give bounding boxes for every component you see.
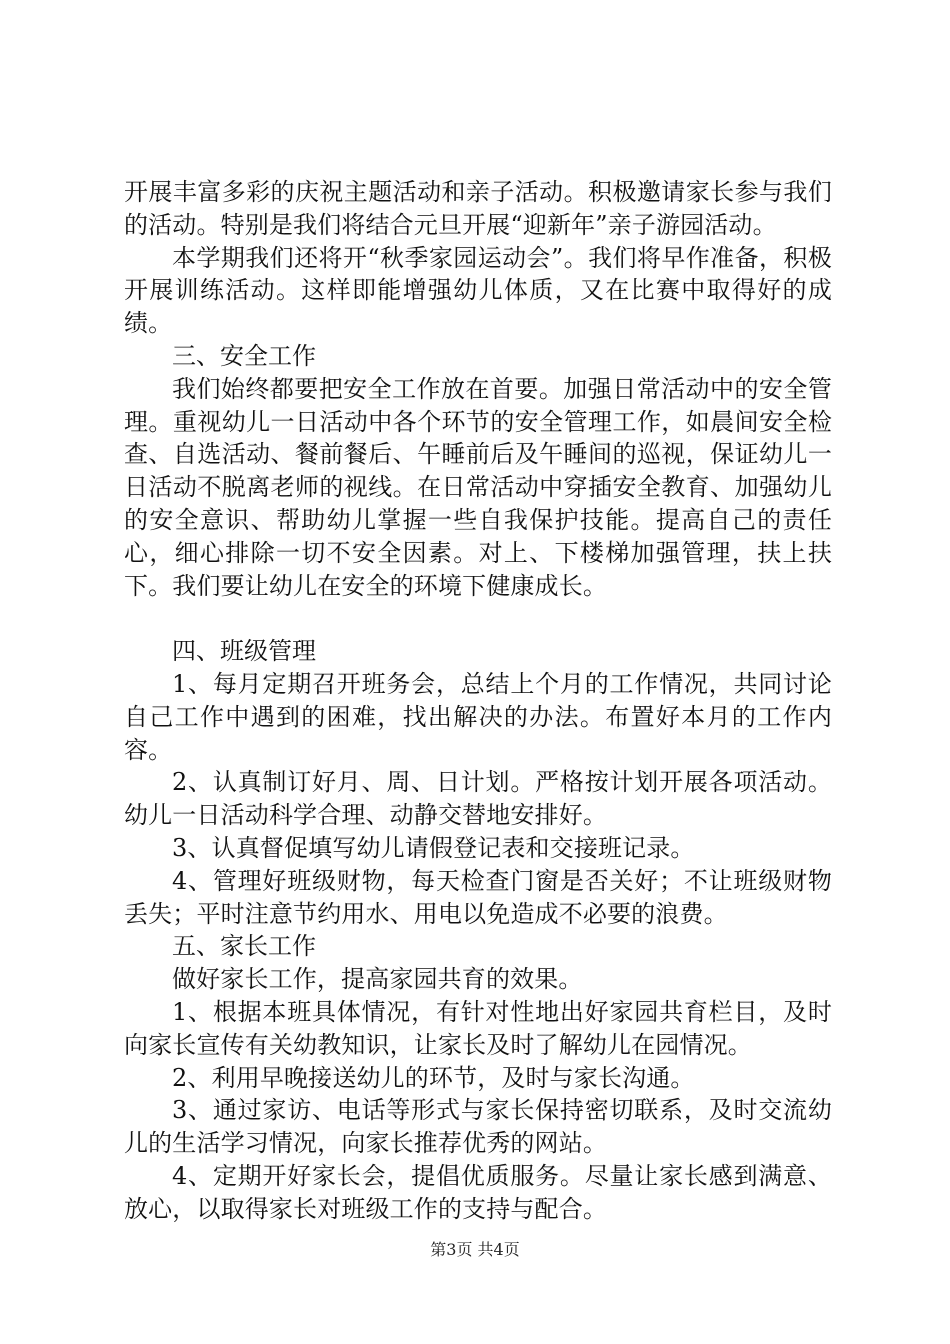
heading-parent-work: 五、家长工作: [172, 932, 316, 961]
paragraph-parent-intro: 做好家长工作，提高家园共育的效果。: [172, 965, 583, 994]
paragraph-safety-details: 我们始终都要把安全工作放在首要。加强日常活动中的安全管理。重视幼儿一日活动中各个环节的安全管理工作，如晨间安全检查、自选活动、餐前餐后、午睡前后及午睡间的巡视，保证幼儿一日活动不脱离老师的视线。在日常活动中穿插安全教育、加强幼儿的安全意识、帮助幼儿掌握一些自我保护技能。提高自己的责任心，细心排除一切不安全因素。对上、下楼梯加强管理，扶上扶下。我们要让幼儿在安全的环境下健康成长。: [124, 374, 832, 600]
paragraph-records: 3、认真督促填写幼儿请假登记表和交接班记录。: [172, 833, 695, 862]
paragraph-parent-communication: 2、利用早晚接送幼儿的环节，及时与家长沟通。: [172, 1063, 695, 1092]
paragraph-property: 4、管理好班级财物，每天检查门窗是否关好；不让班级财物丢失；平时注意节约用水、用电以免造成不必要的浪费。: [124, 866, 832, 928]
paragraph-sports-meet: 本学期我们还将开“秋季家园运动会”。我们将早作准备，积极开展训练活动。这样即能增强幼儿体质，又在比赛中取得好的成绩。: [124, 243, 832, 338]
blank-line: [124, 602, 832, 635]
paragraph-parent-meeting: 4、定期开好家长会，提倡优质服务。尽量让家长感到满意、放心，以取得家长对班级工作的支持与配合。: [124, 1161, 832, 1223]
document-body: [124, 176, 832, 1226]
paragraph-celebration-activities: 开展丰富多彩的庆祝主题活动和亲子活动。积极邀请家长参与我们的活动。特别是我们将结合元旦开展“迎新年”亲子游园活动。: [124, 178, 832, 239]
heading-class-management: 四、班级管理: [172, 637, 316, 666]
paragraph-class-meeting: 1、每月定期召开班务会，总结上个月的工作情况，共同讨论自己工作中遇到的困难，找出解决的办法。布置好本月的工作内容。: [124, 669, 832, 764]
heading-safety-work: 三、安全工作: [172, 341, 316, 370]
paragraph-parent-contact: 3、通过家访、电话等形式与家长保持密切联系，及时交流幼儿的生活学习情况，向家长推荐优秀的网站。: [124, 1096, 832, 1158]
page-footer: 第3页 共4页: [430, 1240, 520, 1259]
paragraph-plans: 2、认真制订好月、周、日计划。严格按计划开展各项活动。幼儿一日活动科学合理、动静交替地安排好。: [124, 768, 832, 830]
paragraph-parent-board: 1、根据本班具体情况，有针对性地出好家园共育栏目，及时向家长宣传有关幼教知识，让家长及时了解幼儿在园情况。: [124, 997, 832, 1059]
